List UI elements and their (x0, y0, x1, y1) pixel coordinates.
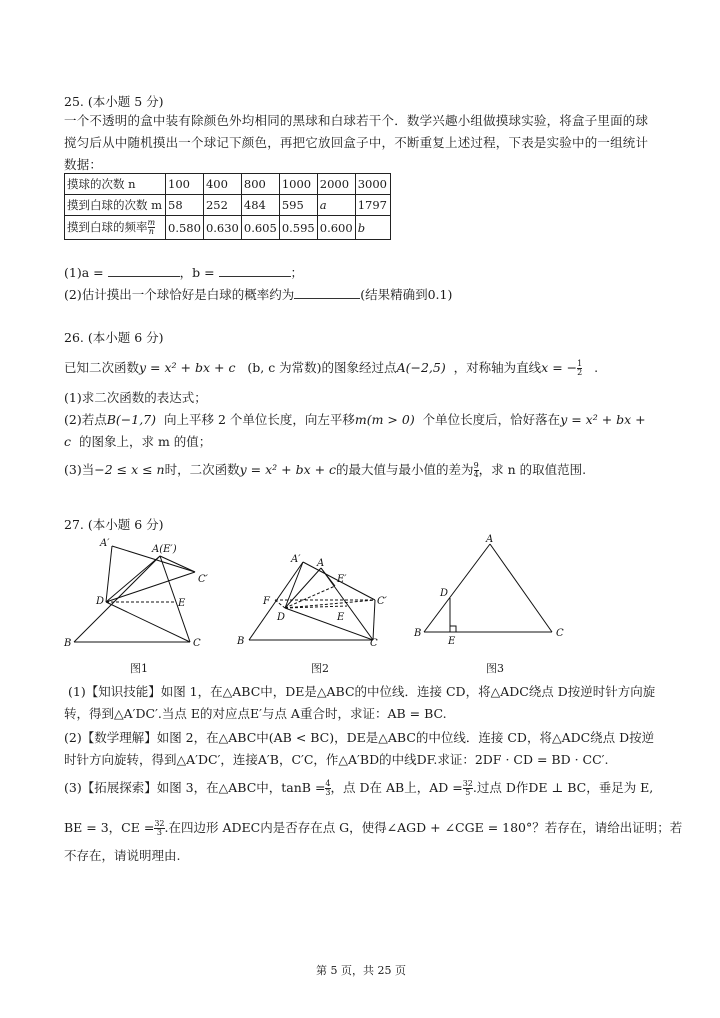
table-row (65, 216, 391, 240)
q26-part2-line2 (64, 432, 211, 450)
fraction-four-thirds: $\frac{4}{3}$ (325, 779, 331, 797)
fig1-label: D (96, 596, 105, 607)
q26-given-end: . (594, 360, 599, 375)
table-cell: 100 (166, 174, 204, 195)
table-cell: 0.580 (166, 216, 204, 240)
table-cell: 0.600 (317, 216, 355, 240)
q26-p2-text2: 向上平移 2 个单位长度，向左平移 (163, 412, 355, 427)
table-cell: 252 (203, 195, 241, 216)
answer-blank-probability[interactable] (294, 286, 360, 299)
fig1-label: A′ (100, 538, 110, 549)
fig2-label: A (317, 558, 325, 569)
q26-m: m(m > 0) (354, 412, 415, 427)
q26-part2-line1 (64, 410, 646, 428)
q25-frequency-table (64, 173, 391, 240)
q27-part2-line2: 时针方向旋转，得到△A′DC′，连接A′B，C′C，作△A′BD的中线DF.求证：2DF · CD = BD · CC′. (64, 752, 609, 767)
fig3-label: B (414, 628, 422, 639)
fig1-label: E (178, 598, 186, 609)
q25-part1-end: ； (290, 265, 304, 280)
table-cell: b (355, 216, 390, 240)
q26-range: −2 ≤ x ≤ n (94, 462, 165, 477)
q25-heading: 25. (本小题 5 分) (64, 94, 164, 109)
q26-p3-text: (3)当 (64, 462, 95, 477)
fig1-label: A(E′) (152, 544, 177, 555)
fig2-label: C′ (377, 596, 387, 607)
figure-1-diagram (60, 532, 230, 647)
table-cell: 58 (166, 195, 204, 216)
table-cell: 0.630 (203, 216, 241, 240)
q26-given-text3: ，对称轴为直线 (453, 360, 542, 375)
answer-blank-b[interactable] (219, 264, 291, 277)
q26-p2-text: (2)若点 (64, 412, 107, 427)
row3-label-text: 摸到白球的频率 (67, 219, 148, 234)
row-label-white-count: 摸到白球的次数 m (65, 195, 166, 216)
q26-p3-text2: 时，二次函数 (164, 462, 240, 477)
fraction-32-thirds: $\frac{32}{3}$ (154, 819, 165, 837)
q26-function: y = x² + bx + c (139, 360, 236, 375)
figure-2-caption: 图2 (311, 662, 329, 675)
table-row (65, 195, 391, 216)
q27-part3-line1 (64, 778, 653, 797)
row-label-trials: 摸球的次数 n (65, 174, 166, 195)
fig3-label: C (556, 628, 564, 639)
q25-part2 (64, 285, 452, 303)
row-label-frequency (65, 216, 166, 240)
figure-1-caption: 图1 (130, 662, 148, 675)
fig2-label: F (263, 596, 270, 607)
q27-part3-line2 (64, 818, 682, 837)
fraction-nine-fourths: $\frac{9}{4}$ (473, 461, 479, 479)
fig1-label: C′ (198, 574, 208, 585)
q25-intro: 一个不透明的盒中装有除颜色外均相同的黑球和白球若干个．数学兴趣小组做摸球实验，将盒子里面的球搅匀后从中随机摸出一个球记下颜色，再把它放回盒子中，不断重复上述过程，下表是实验中的一组统计数据： (64, 113, 649, 172)
q26-given-text2: (b, c 为常数)的图象经过点 (247, 360, 397, 375)
table-cell: 1000 (279, 174, 317, 195)
q27-heading: 27. (本小题 6 分) (64, 517, 164, 532)
q27-part1-line1: (1)【知识技能】如图 1，在△ABC中，DE是△ABC的中位线．连接 CD，将△ADC绕点 D按逆时针方向旋 (68, 684, 656, 699)
table-cell: 484 (241, 195, 279, 216)
q27-part3-line3: 不存在，请说明理由. (64, 848, 181, 863)
fraction-one-half: $\frac{1}{2}$ (577, 359, 583, 377)
fig2-label: C (370, 638, 378, 649)
fig3-label: D (440, 588, 449, 599)
fig2-label: E′ (337, 574, 347, 585)
q27-p3-text4: BE = 3，CE = (64, 820, 155, 835)
table-cell: 400 (203, 174, 241, 195)
q27-part1-line2: 转，得到△A′DC′.当点 E的对应点E′与点 A重合时，求证：AB = BC. (64, 706, 447, 721)
figure-3-caption: 图3 (486, 662, 504, 675)
q27-p3-text2: ，点 D在 AB上，AD = (330, 780, 463, 795)
fig2-label: B (237, 636, 245, 647)
q26-part1: (1)求二次函数的表达式； (64, 390, 207, 405)
table-cell: 1797 (355, 195, 390, 216)
q25-part1 (64, 263, 303, 281)
fig2-label: E (337, 612, 345, 623)
q26-point-b: B(−1,7) (106, 412, 157, 427)
q26-given-text: 已知二次函数 (64, 360, 140, 375)
q26-p2-text4: 的图象上，求 m 的值； (78, 434, 212, 449)
table-cell: 595 (279, 195, 317, 216)
table-cell: a (317, 195, 355, 216)
q26-p2-c: c (64, 434, 72, 449)
q26-p2-function: y = x² + bx + (560, 412, 646, 427)
table-cell: 3000 (355, 174, 390, 195)
q27-p3-text5: .在四边形 ADEC内是否存在点 G，使得∠AGD + ∠CGE = 180°？若存在，请给出证明；若 (164, 820, 683, 835)
fig2-label: A′ (291, 554, 301, 565)
fraction-32-fifths: $\frac{32}{5}$ (462, 779, 473, 797)
q26-p3-text4: ，求 n 的取值范围. (478, 462, 587, 477)
page-footer: 第 5 页，共 25 页 (316, 964, 406, 977)
q26-part3 (64, 460, 586, 479)
q25-part2-end: (结果精确到0.1) (360, 287, 453, 302)
q26-p3-function: y = x² + bx + c (239, 462, 337, 477)
q26-p3-text3: 的最大值与最小值的差为 (336, 462, 474, 477)
q26-p2-text3: 个单位长度后，恰好落在 (422, 412, 561, 427)
figure-3-diagram (410, 534, 575, 649)
q25-part2-prefix: (2)估计摸出一个球恰好是白球的概率约为 (64, 287, 295, 302)
fig3-label: E (448, 636, 456, 647)
q26-point-a: A(−2,5) (396, 360, 446, 375)
fig2-label: D (277, 612, 286, 623)
q26-axis: x = − (541, 360, 578, 375)
q26-heading: 26. (本小题 6 分) (64, 330, 164, 345)
fig1-label: B (64, 638, 72, 647)
fraction-m-over-n: $\frac{m}{n}$ (147, 218, 156, 237)
q25-part1-prefix: (1)a = (64, 265, 108, 280)
fig3-label: A (486, 534, 494, 545)
q27-p3-text3: .过点 D作DE ⊥ BC，垂足为 E, (472, 780, 654, 795)
table-cell: 0.605 (241, 216, 279, 240)
q25-part1-mid: ，b = (179, 265, 219, 280)
table-cell: 2000 (317, 174, 355, 195)
answer-blank-a[interactable] (108, 264, 180, 277)
table-cell: 800 (241, 174, 279, 195)
table-row (65, 174, 391, 195)
table-cell: 0.595 (279, 216, 317, 240)
q26-given (64, 358, 598, 377)
figure-2-diagram (235, 550, 400, 650)
fig1-label: C (193, 638, 201, 647)
q27-p3-text: (3)【拓展探索】如图 3，在△ABC中，tanB = (64, 780, 326, 795)
q27-part2-line1: (2)【数学理解】如图 2，在△ABC中(AB < BC)，DE是△ABC的中位线．连接 CD，将△ADC绕点 D按逆 (64, 730, 655, 745)
